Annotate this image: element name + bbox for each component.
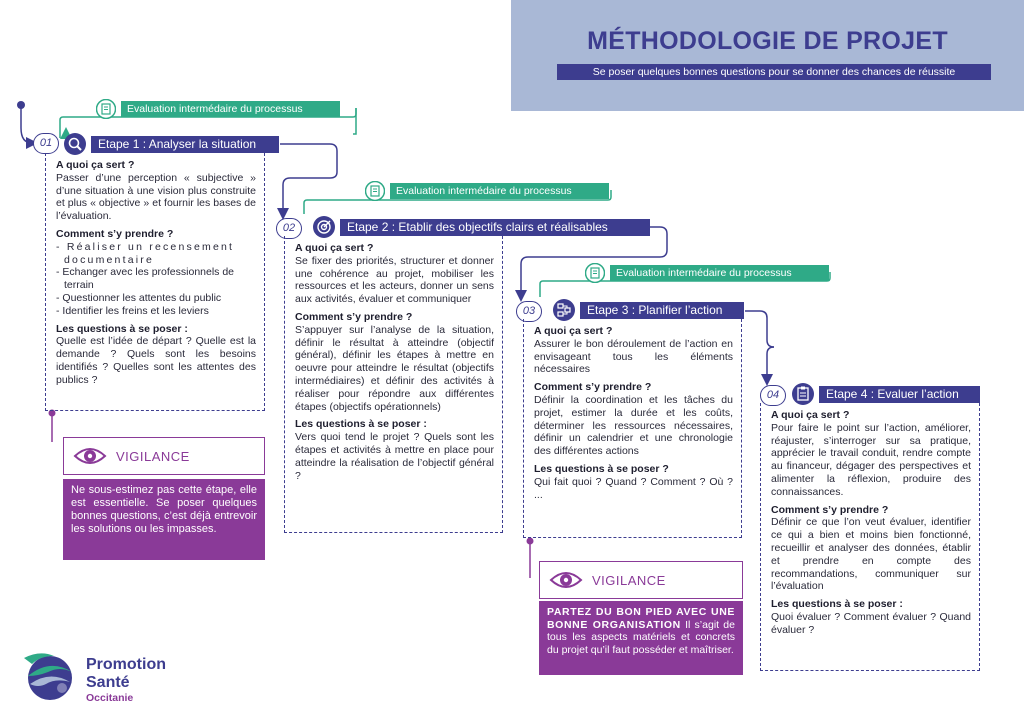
vigilance-lead-2: PARTEZ DU BON PIED AVEC UNE BONNE ORGANISATION [547,606,735,631]
step-4-q2: Comment s’y prendre ? [771,503,889,516]
step-2-a3: Vers quoi tend le projet ? Quels sont les étapes et activités à mettre en place pour atteindre la réalisation de l’objectif général ? [295,431,494,482]
eval-label-2: Evaluation intermédaire du processus [390,183,609,199]
document-check-icon [96,99,116,119]
step-2-number: 02 [276,218,302,239]
step-2-card [284,236,503,533]
vigilance-header-2 [539,561,743,599]
list-item: - Réaliser un recensement documentaire [56,240,235,266]
document-check-icon [365,181,385,201]
document-check-icon [585,263,605,283]
step-2-a2: S’appuyer sur l’analyse de la situation, définir le résultat à atteindre (objectif général), définir les étapes à mettre en oeuvre pour atteindre le résultat (objectifs intermédiaires) et définir des activités à réaliser pour répondre aux différentes étapes (objectifs opérationnels) [295,323,494,413]
step-1-q1: A quoi ça sert ? [56,159,135,171]
step-1-a3: Quelle est l’idée de départ ? Quelle est la demande ? Quels sont les besoins identifiés ? Quelles sont les attentes des publics ? [56,335,256,386]
step-4-a3: Quoi évaluer ? Comment évaluer ? Quand évaluer ? [771,610,971,636]
clipboard-icon [792,383,814,405]
vigilance-label-1: VIGILANCE [116,449,190,464]
brand-region: Occitanie [86,692,134,704]
step-2-q2: Comment s’y prendre ? [295,310,413,323]
vigilance-body-1: Ne sous-estimez pas cette étape, elle est essentielle. Se poser quelques bonnes questions, c’est déjà entrevoir les solutions ou les impasses. [71,484,257,535]
list-item: - Questionner les attentes du public [56,291,222,304]
step-2-title: Etape 2 : Etablir des objectifs clairs et réalisables [340,219,650,236]
page-subtitle: Se poser quelques bonnes questions pour se donner des chances de réussite [557,64,991,80]
step-1-q2: Comment s’y prendre ? [56,227,174,240]
step-3-title: Etape 3 : Planifier l’action [580,302,744,319]
step-3-q3: Les questions à se poser ? [534,462,669,475]
step-1-a1: Passer d’une perception « subjective » d’une situation à une vision plus construite et plus « objective » et fournir les bases de l’évaluation. [56,171,256,223]
eye-icon [549,568,583,597]
vigilance-body-2: Il s’agit de tous les aspects matériels et concrets du projet qu’il faut posséder et maîtriser. [547,618,735,656]
step-4-q3: Les questions à se poser : [771,598,903,611]
step-1-a2-list [56,241,256,318]
step-3-q1: A quoi ça sert ? [534,325,613,337]
eye-icon [73,444,107,473]
step-1-card [45,153,265,411]
brand-name-line2: Santé [86,674,130,691]
step-2-a1: Se fixer des priorités, structurer et donner une cohérence au projet, mobiliser les ressources et les acteurs, donner un sens aux activités, évaluer et communiquer [295,254,494,306]
vigilance-text-1 [63,479,265,560]
step-4-title: Etape 4 : Evaluer l’action [819,386,980,403]
vigilance-label-2: VIGILANCE [592,573,666,588]
step-2-q3: Les questions à se poser : [295,418,427,431]
step-1-title: Etape 1 : Analyser la situation [91,136,279,153]
step-3-q2: Comment s’y prendre ? [534,381,652,394]
step-3-card [523,319,742,538]
step-1-q3: Les questions à se poser : [56,322,188,335]
brand-name-line1: Promotion [86,656,166,673]
page-title: MÉTHODOLOGIE DE PROJET [587,27,948,55]
step-4-a2: Définir ce que l’on veut évaluer, identifier ce qui a bien et moins bien fonctionné, recueillir et analyser des données, établir et prendre en compte des recommandations, communiquer sur l’évaluation [771,516,971,593]
vigilance-header-1 [63,437,265,475]
magnifier-icon [64,133,86,155]
target-icon [313,216,335,238]
step-3-a3: Qui fait quoi ? Quand ? Comment ? Où ? ... [534,475,733,501]
step-3-a1: Assurer le bon déroulement de l’action en envisageant tous les éléments nécessaires [534,337,733,376]
step-4-q1: A quoi ça sert ? [771,409,850,421]
step-3-number: 03 [516,301,542,322]
step-4-a1: Pour faire le point sur l’action, améliorer, réajuster, s’interroger sur sa pratique, apprécier le travail conduit, rendre compte au financeur, dégager des perspectives et alimenter la réflexion, produire des connaissances. [771,421,971,498]
step-2-q1: A quoi ça sert ? [295,242,374,254]
vigilance-text-2 [539,601,743,675]
step-4-card [760,403,980,671]
list-item: - Echanger avec les professionnels de terrain [56,266,235,292]
list-item: - Identifier les freins et les leviers [56,304,209,317]
eval-label-1: Evaluation intermédaire du processus [121,101,340,117]
step-3-a2: Définir la coordination et les tâches du projet, estimer la durée et les coûts, déterminer les ressources nécessaires, définir un calendrier et une chronologie des différentes actions [534,393,733,458]
promotion-sante-logo [20,648,80,703]
step-4-number: 04 [760,385,786,406]
flowchart-icon [553,299,575,321]
eval-label-3: Evaluation intermédaire du processus [610,265,829,281]
step-1-number: 01 [33,133,59,154]
